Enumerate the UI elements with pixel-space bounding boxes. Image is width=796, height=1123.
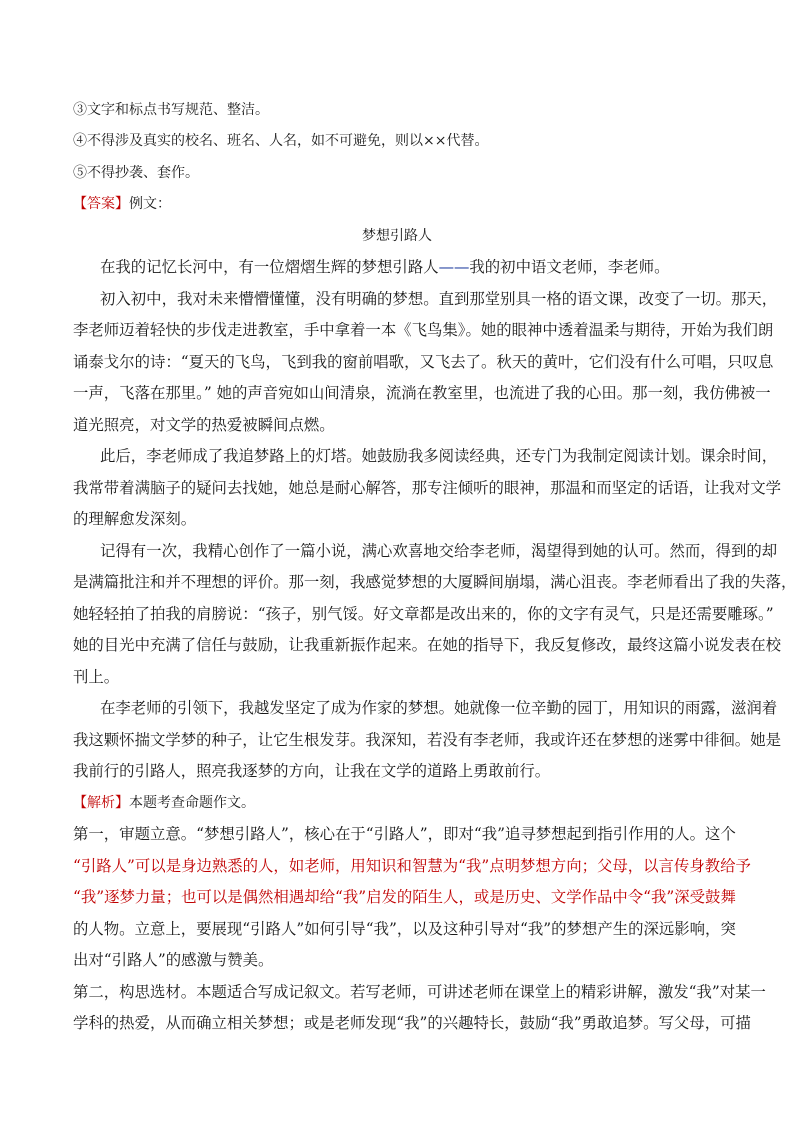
analysis-line: “我”逐梦力量；也可以是偶然相遇却给“我”启发的陌生人，或是历史、文学作品中令“我”深受鼓舞 (73, 888, 736, 906)
requirement-4: ④不得涉及真实的校名、班名、人名，如不可避免，则以××代替。 (73, 133, 489, 149)
essay-line: 此后，李老师成了我追梦路上的灯塔。她鼓励我多阅读经典，还专门为我制定阅读计划。课余时间， (100, 447, 778, 465)
essay-paragraph-1: 在我的记忆长河中，有一位熠熠生辉的梦想引路人——我的初中语文老师，李老师。 (100, 258, 670, 276)
analysis-line: 出对“引路人”的感激与赞美。 (73, 951, 274, 969)
essay-line: 在李老师的引领下，我越发坚定了成为作家的梦想。她就像一位辛勤的园丁，用知识的雨露，滋润着 (100, 699, 778, 717)
essay-line: 李老师迈着轻快的步伐走进教室，手中拿着一本《飞鸟集》。她的眼神中透着温柔与期待，开始为我们朗 (73, 321, 774, 339)
analysis-line: 的人物。立意上，要展现“引路人”如何引导“我”，以及这种引导对“我”的梦想产生的深远影响，突 (73, 920, 736, 938)
analysis-line: 学科的热爱，从而确立相关梦想；或是老师发现“我”的兴趣特长，鼓励“我”勇敢追梦。写父母，可描 (73, 1014, 751, 1032)
essay-line: 她的目光中充满了信任与鼓励，让我重新振作起来。在她的指导下，我反复修改，最终这篇小说发表在校 (73, 636, 781, 654)
essay-line: 记得有一次，我精心创作了一篇小说，满心欢喜地交给李老师，渴望得到她的认可。然而，得到的却 (100, 542, 778, 560)
requirement-3: ③文字和标点书写规范、整洁。 (73, 102, 269, 118)
analysis-tag: 【解析】 (73, 795, 129, 811)
essay-line: 她轻轻拍了拍我的肩膀说：“孩子，别气馁。好文章都是改出来的，你的文字有灵气，只是还需要雕琢。” (73, 605, 774, 623)
essay-line: 我前行的引路人，照亮我逐梦的方向，让我在文学的道路上勇敢前行。 (73, 762, 551, 780)
analysis-line: 第一，审题立意。“梦想引路人”，核心在于“引路人”，即对“我”追寻梦想起到指引作用的人。这个 (73, 825, 736, 843)
answer-text: 例文： (129, 196, 171, 212)
essay-line: 我常带着满脑子的疑问去找她，她总是耐心解答，那专注倾听的眼神，那温和而坚定的话语，让我对文学 (73, 479, 781, 497)
analysis-line: 第二，构思选材。本题适合写成记叙文。若写老师，可讲述老师在课堂上的精彩讲解，激发“我”对某一 (73, 983, 766, 1001)
essay-title: 梦想引路人 (362, 228, 432, 244)
answer-tag: 【答案】 (73, 196, 129, 212)
analysis-heading (73, 793, 721, 813)
essay-line: 一声，飞落在那里。” 她的声音宛如山间清泉，流淌在教室里，也流进了我的心田。那一刻，我仿佛被一 (73, 384, 771, 402)
analysis-line: “引路人”可以是身边熟悉的人，如老师，用知识和智慧为“我”点明梦想方向；父母，以言传身教给予 (73, 857, 751, 875)
essay-line: 刊上。 (73, 668, 120, 686)
analysis-text: 本题考查命题作文。 (129, 795, 255, 811)
essay-line: 道光照亮，对文学的热爱被瞬间点燃。 (73, 416, 335, 434)
essay-line: 我这颗怀揣文学梦的种子，让它生根发芽。我深知，若没有李老师，我或许还在梦想的迷雾中徘徊。她是 (73, 731, 781, 749)
essay-line: 是满篇批注和并不理想的评价。那一刻，我感觉梦想的大厦瞬间崩塌，满心沮丧。李老师看出了我的失落， (73, 573, 796, 591)
answer-heading (73, 194, 721, 214)
essay-line: 初入初中，我对未来懵懵懂懂，没有明确的梦想。直到那堂别具一格的语文课，改变了一切。那天， (100, 290, 778, 308)
essay-line: 诵泰戈尔的诗：“夏天的飞鸟，飞到我的窗前唱歌，又飞去了。秋天的黄叶，它们没有什么可唱，只叹息 (73, 353, 774, 371)
essay-line: 的理解愈发深刻。 (73, 510, 197, 528)
essay-dash: —— (438, 258, 470, 276)
requirement-5: ⑤不得抄袭、套作。 (73, 165, 199, 181)
